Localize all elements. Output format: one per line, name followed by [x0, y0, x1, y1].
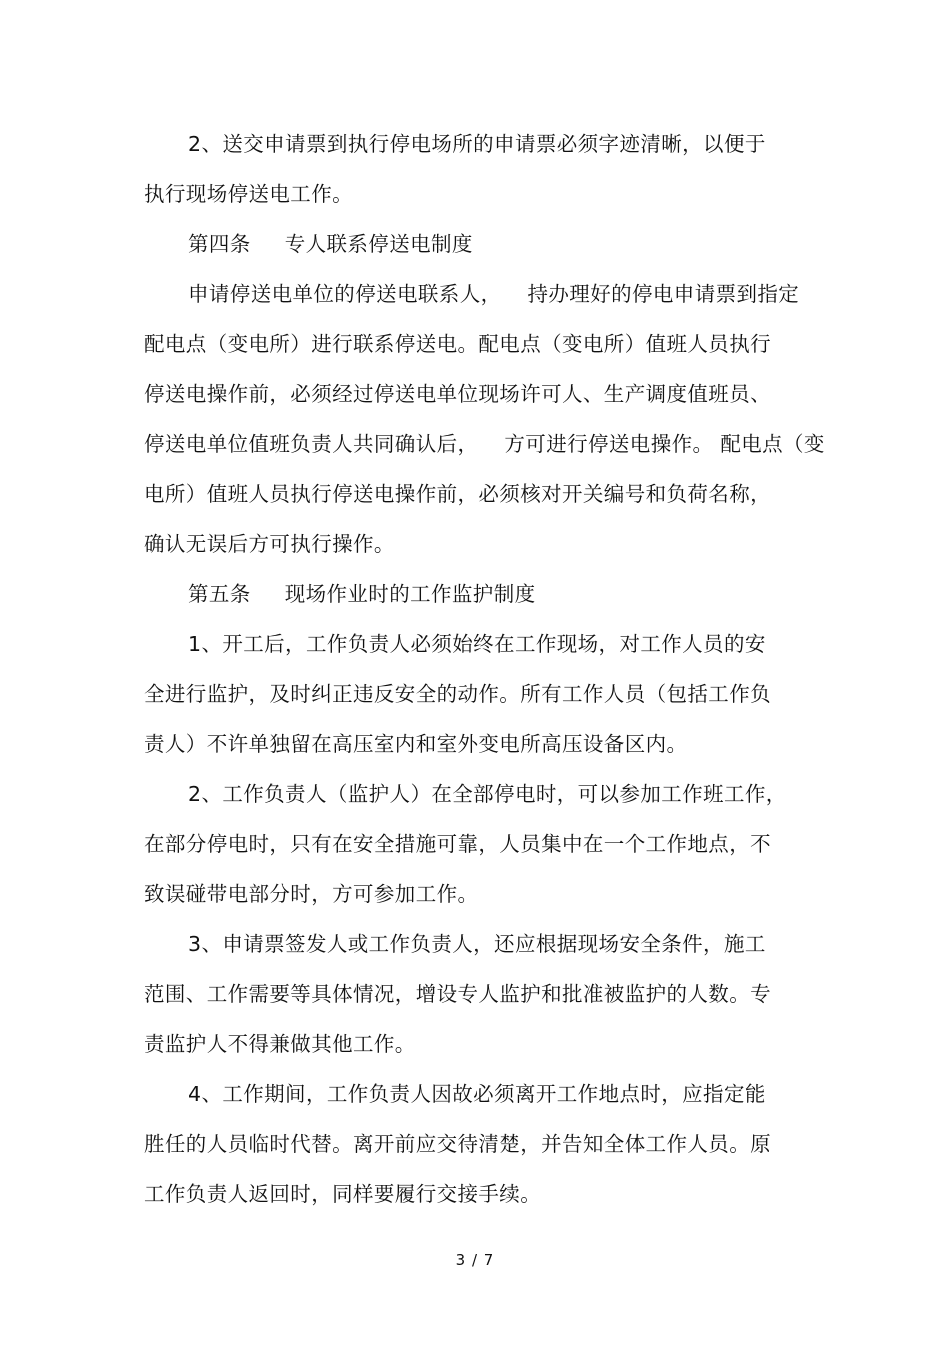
text: 全进行监护，及时纠正违反安全的动作。所有工作人员（包括工作负: [144, 682, 771, 706]
text: 责人）不许单独留在高压室内和室外变电所高压设备区内。: [144, 732, 688, 756]
text: 确认无误后方可执行操作。: [144, 532, 395, 556]
text: 4、工作期间，工作负责人因故必须离开工作地点时，应指定能: [188, 1082, 766, 1106]
article-heading: [188, 580, 536, 608]
page-number: 3 / 7: [455, 1251, 495, 1269]
text: 停送电单位值班负责人共同确认后，: [144, 432, 479, 456]
text: 配电点（变电所）进行联系停送电。配电点（变电所）值班人员执行: [144, 332, 771, 356]
text: 范围、工作需要等具体情况，增设专人监护和批准被监护的人数。专: [144, 982, 771, 1006]
text: 申请停送电单位的停送电联系人，: [188, 282, 502, 306]
article-number: 第四条: [188, 232, 251, 256]
text: 致误碰带电部分时，方可参加工作。: [144, 882, 479, 906]
article-title: 专人联系停送电制度: [284, 232, 473, 256]
paragraph-line: [144, 430, 825, 458]
text: 工作负责人返回时，同样要履行交接手续。: [144, 1182, 542, 1206]
text: 1、开工后，工作负责人必须始终在工作现场，对工作人员的安: [188, 632, 766, 656]
text: 停送电操作前，必须经过停送电单位现场许可人、生产调度值班员、: [144, 382, 771, 406]
text: 执行现场停送电工作。: [144, 182, 353, 206]
paragraph-line: [144, 1180, 541, 1208]
article-heading: [188, 230, 473, 258]
paragraph-line: [144, 480, 771, 508]
paragraph-line: [144, 1030, 416, 1058]
text: 3、申请票签发人或工作负责人，还应根据现场安全条件，施工: [188, 932, 766, 956]
text: 2、工作负责人（监护人）在全部停电时，可以参加工作班工作，: [188, 782, 787, 806]
paragraph-line: [188, 280, 799, 308]
text: 持办理好的停电申请票到指定: [527, 282, 800, 306]
text: 责监护人不得兼做其他工作。: [144, 1032, 416, 1056]
paragraph-line: [144, 830, 771, 858]
paragraph-line: [188, 930, 766, 958]
text: 方可进行停送电操作。 配电点（变: [504, 432, 825, 456]
paragraph-line: [188, 130, 766, 158]
paragraph-line: [144, 980, 771, 1008]
article-title: 现场作业时的工作监护制度: [284, 582, 536, 606]
paragraph-line: [188, 780, 787, 808]
paragraph-line: [144, 1130, 771, 1158]
paragraph-line: [144, 380, 771, 408]
paragraph-line: [144, 180, 353, 208]
article-number: 第五条: [188, 582, 251, 606]
text: 在部分停电时，只有在安全措施可靠，人员集中在一个工作地点，不: [144, 832, 771, 856]
text: 2、送交申请票到执行停电场所的申请票必须字迹清晰，以便于: [188, 132, 766, 156]
paragraph-line: [188, 1080, 766, 1108]
text: 胜任的人员临时代替。离开前应交待清楚，并告知全体工作人员。原: [144, 1132, 771, 1156]
text: 电所）值班人员执行停送电操作前，必须核对开关编号和负荷名称，: [144, 482, 771, 506]
paragraph-line: [144, 680, 771, 708]
paragraph-line: [144, 530, 395, 558]
paragraph-line: [144, 330, 771, 358]
paragraph-line: [144, 880, 478, 908]
paragraph-line: [144, 730, 687, 758]
paragraph-line: [188, 630, 766, 658]
